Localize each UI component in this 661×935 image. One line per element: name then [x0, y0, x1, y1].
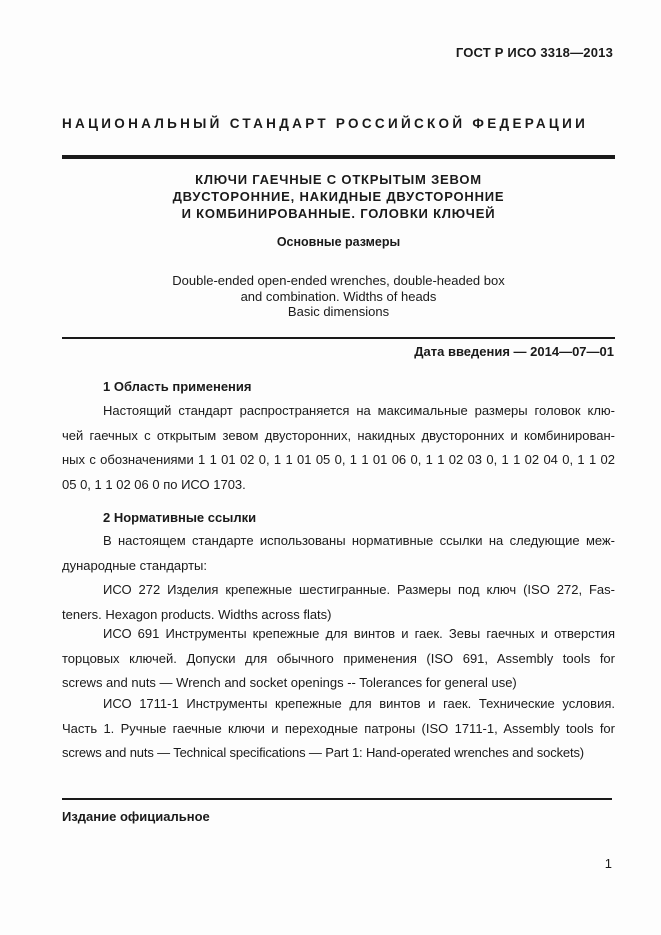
title-english [62, 273, 615, 320]
text-line: screws and nuts — Technical specifications — Part 1: Hand-operated wrenches and sockets) [62, 745, 584, 760]
section-1-paragraph [62, 399, 615, 497]
text-line: В настоящем стандарте использованы нормативные ссылки на следующие меж- [103, 533, 615, 548]
title-english-line: Double-ended open-ended wrenches, double-headed box [172, 273, 505, 288]
title-russian-line: И КОМБИНИРОВАННЫЕ. ГОЛОВКИ КЛЮЧЕЙ [181, 206, 496, 221]
footer-rule [62, 798, 612, 800]
text-line: Часть 1. Ручные гаечные ключи и переходные патроны (ISO 1711-1, Assembly tools for [62, 720, 615, 736]
section-2-heading: 2 Нормативные ссылки [103, 510, 257, 525]
reference-iso-1711-1 [62, 692, 615, 766]
text-line: ИСО 1711-1 Инструменты крепежные для винтов и гаек. Технические условия. [103, 696, 615, 711]
official-edition-label: Издание официальное [62, 809, 210, 824]
title-rule [62, 337, 615, 339]
text-line: screws and nuts — Wrench and socket openings -- Tolerances for general use) [62, 675, 517, 690]
introduction-date: Дата введения — 2014—07—01 [414, 344, 614, 359]
text-line: ИСО 691 Инструменты крепежные для винтов и гаек. Зевы гаечных и отверстия [103, 626, 615, 641]
text-line: ИСО 272 Изделия крепежные шестигранные. Размеры под ключ (ISO 272, Fas- [103, 582, 615, 597]
subtitle-russian: Основные размеры [276, 235, 401, 249]
text-line: teners. Hexagon products. Widths across flats) [62, 606, 332, 622]
text-line: дународные стандарты: [62, 557, 208, 573]
title-russian [62, 171, 615, 222]
section-1-heading: 1 Область применения [103, 379, 252, 394]
title-russian-line: КЛЮЧИ ГАЕЧНЫЕ С ОТКРЫТЫМ ЗЕВОМ [195, 172, 482, 187]
text-line: чей гаечных с открытым зевом двусторонних, накидных двусторонних и комбинирован- [62, 427, 615, 443]
title-english-line: and combination. Widths of heads [240, 288, 437, 304]
text-line: ных с обозначениями 1 1 01 02 0, 1 1 01 05 0, 1 1 01 06 0, 1 1 02 03 0, 1 1 02 04 0, 1 1 02 [62, 452, 615, 467]
page-number: 1 [604, 856, 612, 871]
section-2-paragraph [62, 529, 615, 578]
national-standard-heading: НАЦИОНАЛЬНЫЙ СТАНДАРТ РОССИЙСКОЙ ФЕДЕРАЦИИ [62, 116, 589, 131]
title-russian-line: ДВУСТОРОННИЕ, НАКИДНЫЕ ДВУСТОРОННИЕ [172, 189, 505, 204]
title-english-line: Basic dimensions [287, 304, 390, 319]
text-line: торцовых ключей. Допуски для обычного применения (ISO 691, Assembly tools for [62, 650, 615, 666]
document-code: ГОСТ Р ИСО 3318—2013 [455, 45, 613, 60]
text-line: 05 0, 1 1 02 06 0 по ИСО 1703. [62, 476, 246, 492]
text-line: Настоящий стандарт распространяется на максимальные размеры головок клю- [103, 403, 615, 418]
header-rule [62, 155, 615, 159]
reference-iso-272 [62, 578, 615, 627]
reference-iso-691 [62, 622, 615, 696]
